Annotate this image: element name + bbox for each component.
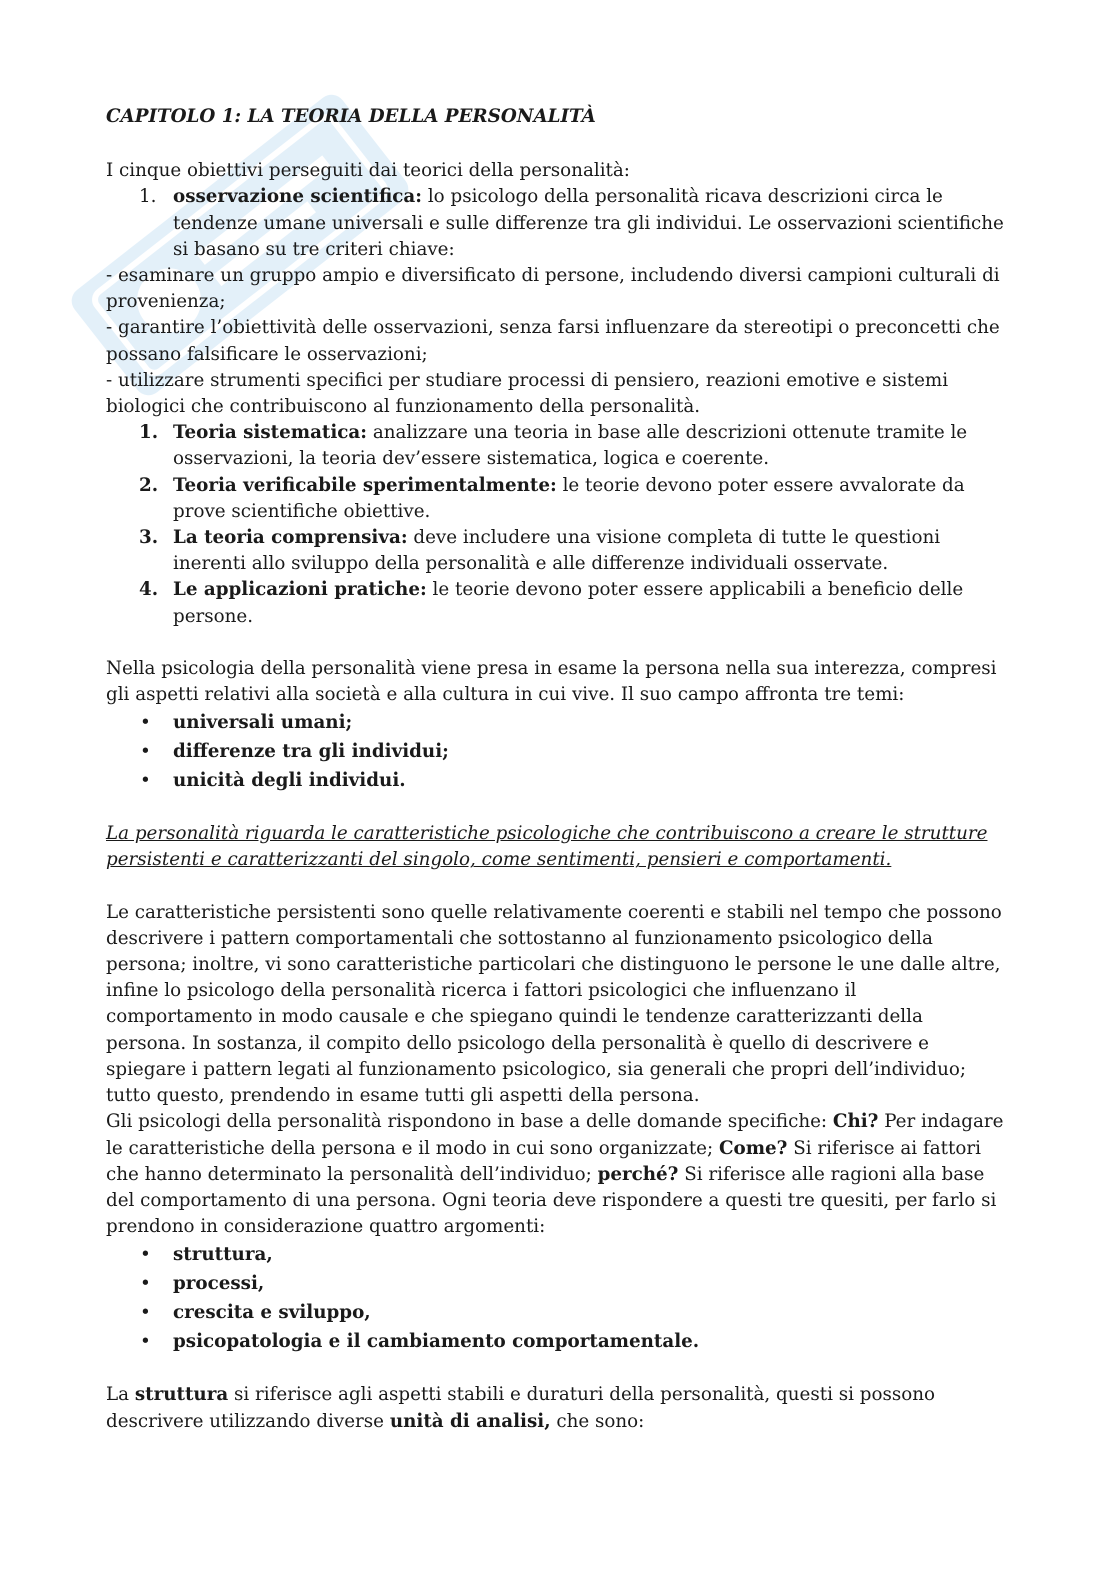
objective-text: deve includere una visione completa di tutte le questioni inerenti allo sviluppo della personalità e alle differenze individuali osservate. [173,527,941,575]
analysis-units-term: unità di analisi, [389,1410,551,1432]
questions-text: Per indagare le caratteristiche della persona e il modo in cui sono organizzate; [106,1111,1004,1159]
objective-item [106,525,1006,577]
objective-term: Teoria sistematica: [173,422,368,444]
objective-text: analizzare una teoria in base alle descrizioni ottenute tramite le osservazioni, la teoria dev’essere sistematica, logica e coerente. [173,422,968,470]
list-item [106,737,1006,766]
personality-definition: La personalità riguarda le caratteristiche psicologiche che contribuiscono a creare le strutture persistenti e caratterizzanti del singolo, come sentimenti, pensieri e comportamenti. [106,823,988,871]
list-number: 3. [139,527,159,549]
argument-text: psicopatologia e il cambiamento comportamentale. [173,1331,700,1353]
argument-text: crescita e sviluppo, [173,1302,371,1324]
list-item [106,766,1006,795]
structure-text: si riferisce agli aspetti stabili e duraturi della personalità, questi si possono descrivere utilizzando diverse [106,1384,936,1432]
list-number: 4. [139,579,159,601]
criterion-line: - garantire l’obiettività delle osservazioni, senza farsi influenzare da stereotipi o preconcetti che possano falsificare le osservazioni; [106,317,1000,365]
list-item [106,708,1006,737]
objective-item [106,577,1006,629]
objective-item [106,420,1006,472]
theme-text: differenze tra gli individui; [173,741,449,763]
structure-term: struttura [134,1384,229,1406]
list-item [106,1327,1006,1356]
questions-text: Gli psicologi della personalità rispondono in base a delle domande specifiche: [106,1111,833,1133]
intro-paragraph: I cinque obiettivi perseguiti dai teorici della personalità: [106,160,630,182]
argument-text: struttura, [173,1244,273,1266]
themes-list [106,708,1006,795]
objective-term: osservazione scientifica: [173,186,423,208]
list-item [106,1298,1006,1327]
list-number: 1. [139,186,157,208]
bullet-icon: • [140,741,151,763]
questions-paragraph [106,1109,1006,1240]
objective-item-observation [106,184,1006,263]
document-page [106,104,1006,1435]
objective-text: le teorie devono poter essere applicabili a beneficio delle persone. [173,579,964,627]
question-how: Come? [718,1137,788,1159]
persistent-traits-paragraph: Le caratteristiche persistenti sono quelle relativamente coerenti e stabili nel tempo che possono descrivere i pattern comportamentali che sottostanno al funzionamento psicologico della persona; inoltre, vi sono caratteristiche particolari che distinguono le persone le une dalle altre, infine lo psicologo della personalità ricerca i fattori psicologici che influenzano il comportamento in modo causale e che spiegano quindi le tendenze caratterizzanti della persona. In sostanza, il compito dello psicologo della personalità è quello di descrivere e spiegare i pattern legati al funzionamento psicologico, sia generali che propri dell’individuo; tutto questo, prendendo in esame tutti gli aspetti della persona. [106,901,1002,1107]
bullet-icon: • [140,770,151,792]
theme-text: universali umani; [173,712,353,734]
objective-term: La teoria comprensiva: [173,527,408,549]
objectives-list [106,420,1006,630]
theme-text: unicità degli individui. [173,770,406,792]
structure-paragraph [106,1382,1006,1434]
bullet-icon: • [140,1331,151,1353]
question-why: perché? [597,1163,679,1185]
question-who: Chi? [832,1111,879,1133]
structure-text: che sono: [550,1410,645,1432]
bullet-icon: • [140,712,151,734]
questions-text: Si riferisce alle ragioni alla base del comportamento di una persona. Ogni teoria deve rispondere a questi tre quesiti, per farlo si prendono in considerazione quattro argomenti: [106,1163,997,1238]
list-item [106,1240,1006,1269]
chapter-title: CAPITOLO 1: LA TEORIA DELLA PERSONALITÀ [106,106,596,127]
criterion-line: - esaminare un gruppo ampio e diversificato di persone, includendo diversi campioni culturali di provenienza; [106,265,1000,313]
bullet-icon: • [140,1273,151,1295]
objective-term: Teoria verificabile sperimentalmente: [173,474,557,496]
bullet-icon: • [140,1302,151,1324]
objective-text: lo psicologo della personalità ricava descrizioni circa le tendenze umane universali e sulle differenze tra gli individui. Le osservazioni scientifiche si basano su tre criteri chiave: [173,186,1004,260]
criterion-line: - utilizzare strumenti specifici per studiare processi di pensiero, reazioni emotive e sistemi biologici che contribuiscono al funzionamento della personalità. [106,369,949,418]
bullet-icon: • [140,1244,151,1266]
argument-text: processi, [173,1273,265,1295]
list-number: 2. [139,474,159,496]
structure-text: La [106,1384,135,1406]
objective-text: le teorie devono poter essere avvalorate da prove scientifiche obiettive. [173,474,965,522]
objective-item [106,473,1006,525]
arguments-list [106,1240,1006,1356]
themes-intro-paragraph: Nella psicologia della personalità viene presa in esame la persona nella sua interezza, compresi gli aspetti relativi alla società e alla cultura in cui vive. Il suo campo affronta tre temi: [106,657,997,706]
list-number: 1. [139,422,159,444]
list-item [106,1269,1006,1298]
objective-term: Le applicazioni pratiche: [173,579,427,601]
questions-text: Si riferisce ai fattori che hanno determinato la personalità dell’individuo; [106,1137,981,1185]
